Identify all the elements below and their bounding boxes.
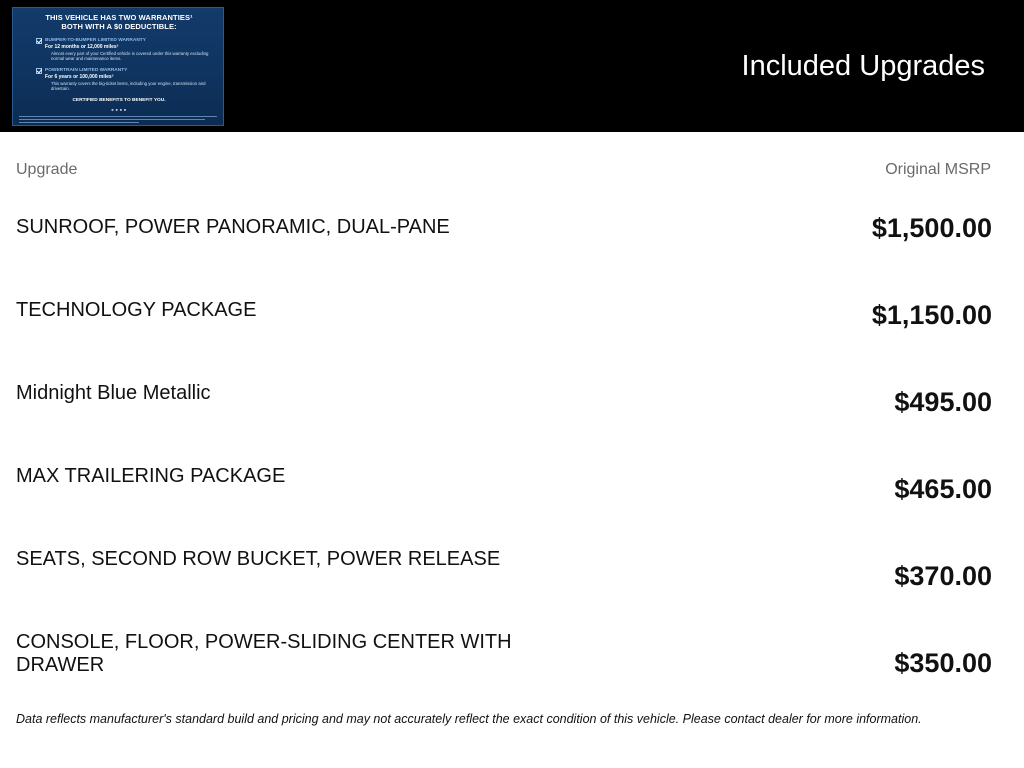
upgrade-price: $465.00 [894, 474, 992, 504]
upgrade-price: $350.00 [894, 648, 992, 678]
upgrade-row [0, 382, 1024, 462]
checkbox-icon [36, 68, 42, 74]
upgrade-row [0, 465, 1024, 545]
promo-warranty-1-term: For 12 months or 12,000 miles² [45, 44, 119, 50]
header-bar [0, 0, 1024, 132]
upgrade-row [0, 299, 1024, 379]
page-title: Included Upgrades [741, 50, 985, 82]
upgrade-row [0, 548, 1024, 628]
promo-footer: CERTIFIED BENEFITS TO BENEFIT YOU. [72, 98, 166, 103]
promo-brand-logos: ■ ■ ■ ■ [111, 108, 127, 112]
upgrade-price: $495.00 [894, 387, 992, 417]
column-header-msrp: Original MSRP [885, 161, 991, 178]
upgrade-name: TECHNOLOGY PACKAGE [16, 299, 257, 321]
upgrade-price: $1,500.00 [871, 213, 992, 243]
upgrade-name: CONSOLE, FLOOR, POWER-SLIDING CENTER WITH DRAWER [16, 631, 512, 676]
promo-warranty-2 [45, 68, 215, 91]
promo-warranty-2-term: For 6 years or 100,000 miles³ [45, 74, 114, 80]
column-header-upgrade: Upgrade [16, 161, 78, 178]
upgrade-name: MAX TRAILERING PACKAGE [16, 465, 286, 487]
promo-warranty-1-heading: BUMPER-TO-BUMPER LIMITED WARRANTY [45, 38, 146, 43]
promo-title [13, 13, 224, 31]
upgrade-price: $1,150.00 [871, 300, 992, 330]
upgrade-name: SUNROOF, POWER PANORAMIC, DUAL-PANE [16, 216, 450, 238]
warranty-promo-image [12, 7, 224, 126]
promo-warranty-1 [45, 38, 215, 61]
upgrade-price: $370.00 [894, 561, 992, 591]
promo-title-line2: BOTH WITH A $0 DEDUCTIBLE: [61, 22, 177, 31]
promo-warranty-2-heading: POWERTRAIN LIMITED WARRANTY [45, 68, 128, 73]
checkbox-icon [36, 38, 42, 44]
promo-title-line1: THIS VEHICLE HAS TWO WARRANTIES¹ [45, 13, 193, 22]
upgrade-row [0, 213, 1024, 296]
promo-fine-print [19, 116, 219, 125]
promo-warranty-2-desc: This warranty covers the big-ticket items, including your engine, transmission and drivetrain. [51, 81, 206, 91]
promo-warranty-1-desc: Almost every part of your Certified vehicle is covered under this warranty excluding normal wear and maintenance items. [51, 51, 209, 61]
disclaimer-text: Data reflects manufacturer's standard build and pricing and may not accurately reflect the exact condition of this vehicle. Please contact dealer for more information. [16, 712, 922, 726]
upgrade-name: Midnight Blue Metallic [16, 382, 211, 404]
upgrade-row [0, 631, 1024, 711]
upgrade-name: SEATS, SECOND ROW BUCKET, POWER RELEASE [16, 548, 501, 570]
